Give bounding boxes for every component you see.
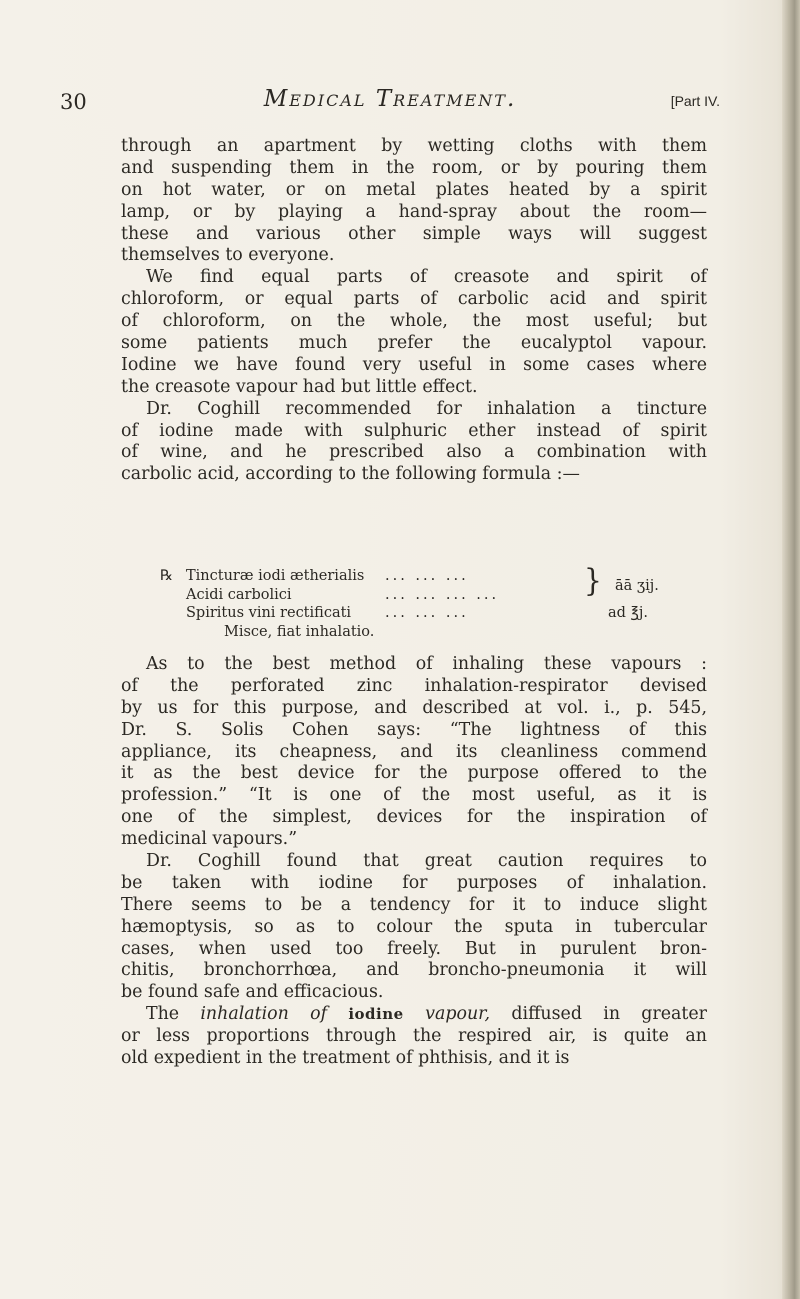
text-line: medicinal vapours.”: [121, 829, 298, 850]
text-line: Dr. Coghill found that great caution requires to: [146, 851, 707, 872]
page-number: 30: [60, 90, 87, 114]
text-run: diffused in greater: [490, 1004, 707, 1025]
text-line: hæmoptysis, so as to colour the sputa in tubercular: [121, 916, 707, 937]
paragraph-6: [121, 1003, 707, 1069]
paragraph-2: [121, 267, 707, 398]
leader-dots: ... ... ...: [385, 605, 469, 621]
text-line: lamp, or by playing a hand-spray about the room—: [121, 201, 707, 222]
paragraph-5: [121, 850, 707, 1003]
paragraph-1: [121, 136, 707, 267]
bold-run: iodine: [348, 1005, 426, 1024]
text-line: We find equal parts of creasote and spirit of: [146, 267, 707, 288]
text-line: chloroform, or equal parts of carbolic acid and spirit: [121, 289, 707, 310]
text-line: these and various other simple ways will suggest: [121, 223, 707, 244]
ingredient-name: Spiritus vini rectificati: [186, 605, 352, 621]
text-line: themselves to everyone.: [121, 245, 335, 266]
part-label: [Part IV.: [670, 93, 720, 109]
recipe-symbol: ℞: [160, 568, 173, 584]
ingredient-name: Tincturæ iodi ætherialis: [186, 568, 365, 584]
prescription-row: [160, 623, 700, 642]
text-line: Dr. Coghill recommended for inhalation a tincture: [146, 398, 707, 419]
text-line: Dr. S. Solis Cohen says: “The lightness of this: [121, 719, 707, 740]
text-line: and suspending them in the room, or by pouring them: [121, 157, 707, 178]
italic-run: vapour,: [425, 1004, 491, 1025]
text-line: be taken with iodine for purposes of inhalation.: [121, 872, 707, 893]
text-line: As to the best method of inhaling these vapours :: [146, 654, 707, 674]
running-header: [60, 86, 720, 120]
text-line: of chloroform, on the whole, the most useful; but: [121, 311, 707, 332]
prescription-directions: Misce, fiat inhalatio.: [224, 623, 375, 640]
running-title: Medical Treatment.: [263, 86, 517, 112]
text-line: it as the best device for the purpose offered to the: [121, 763, 707, 784]
text-line: of wine, and he prescribed also a combination with: [121, 442, 707, 463]
text-line: old expedient in the treatment of phthisis, and it is: [121, 1048, 570, 1069]
text-line: There seems to be a tendency for it to induce slight: [121, 894, 707, 915]
text-line: carbolic acid, according to the following formula :—: [121, 464, 580, 485]
text-line: cases, when used too freely. But in purulent bron-: [121, 938, 707, 959]
text-line: Iodine we have found very useful in some cases where: [121, 354, 707, 375]
text-line: chitis, bronchorrhœa, and broncho-pneumonia it will: [121, 960, 707, 981]
italic-run: inhalation of: [200, 1004, 349, 1025]
paragraph-3: [121, 399, 707, 487]
text-line: or less proportions through the respired air, is quite an: [121, 1026, 707, 1047]
leader-dots: ... ... ...: [385, 568, 469, 584]
text-line: some patients much prefer the eucalyptol vapour.: [121, 333, 707, 354]
body-text-top: [121, 136, 707, 486]
leader-dots: ... ... ... ...: [385, 586, 500, 603]
text-line: through an apartment by wetting cloths with them: [121, 136, 707, 156]
paragraph-4: [121, 653, 707, 850]
ingredient-quantity: āā ʒij.: [615, 577, 659, 594]
body-text-bottom: [121, 653, 707, 1069]
page-edge: [782, 0, 800, 1299]
text-line: on hot water, or on metal plates heated by a spirit: [121, 179, 707, 200]
ingredient-name: Acidi carbolici: [186, 586, 292, 603]
text-line: be found safe and efficacious.: [121, 982, 384, 1003]
text-line: the creasote vapour had but little effect.: [121, 376, 478, 397]
ingredient-quantity: ad ℥j.: [608, 605, 649, 621]
brace: }: [584, 561, 602, 599]
text-line: profession.” “It is one of the most useful, as it is: [121, 785, 707, 806]
text-line: of iodine made with sulphuric ether instead of spirit: [121, 420, 707, 441]
text-line: by us for this purpose, and described at vol. i., p. 545,: [121, 697, 707, 718]
prescription-formula: [160, 561, 700, 641]
prescription-row: [160, 604, 700, 623]
text-line: [121, 1003, 707, 1025]
text-run: The: [146, 1004, 201, 1025]
text-line: appliance, its cheapness, and its cleanliness commend: [121, 741, 707, 762]
text-line: of the perforated zinc inhalation-respirator devised: [121, 675, 707, 696]
text-line: one of the simplest, devices for the inspiration of: [121, 807, 707, 828]
